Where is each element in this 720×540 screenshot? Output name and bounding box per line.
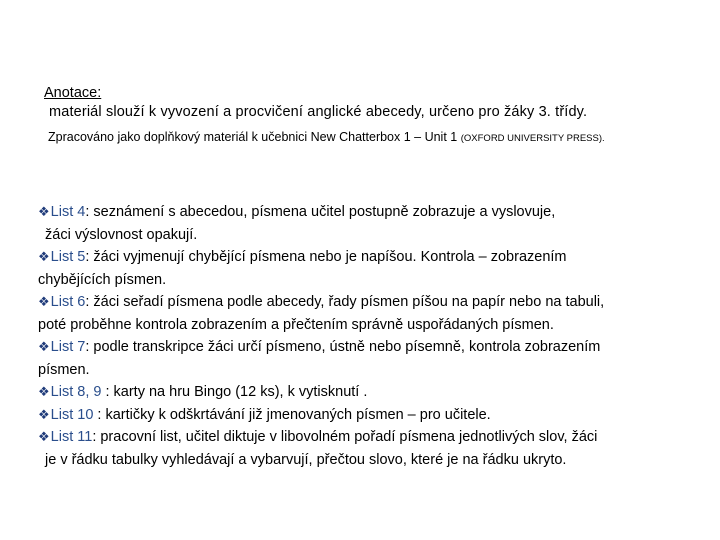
- list-item-continuation: písmen.: [38, 361, 90, 378]
- annotation-source-publisher: (OXFORD UNIVERSITY PRESS).: [460, 133, 605, 144]
- list-item-label: List 10: [50, 406, 94, 423]
- list-item-label: List 11: [50, 429, 93, 445]
- annotation-title: Anotace:: [44, 85, 102, 101]
- list-item: [38, 336, 698, 359]
- list-item-text: : kartičky k odškrtávání již jmenovaných písmen – pro učitele.: [93, 406, 491, 423]
- annotation-description: materiál slouží k vyvození a procvičení anglické abecedy, určeno pro žáky 3. třídy.: [49, 104, 588, 120]
- annotation-source-text: Zpracováno jako doplňkový materiál k učebnici New Chatterbox 1 – Unit 1: [48, 130, 458, 144]
- diamond-bullet-icon: ❖: [38, 429, 50, 444]
- list-item-label: List 4: [50, 204, 86, 220]
- list-item: [38, 201, 698, 224]
- annotation-block: [44, 84, 704, 147]
- diamond-bullet-icon: ❖: [38, 249, 50, 264]
- list-item: [38, 246, 698, 269]
- diamond-bullet-icon: ❖: [38, 406, 50, 422]
- list-item: [38, 381, 698, 404]
- list-item: [38, 291, 698, 314]
- list-item-text: : seznámení s abecedou, písmena učitel postupně zobrazuje a vyslovuje,: [85, 204, 556, 220]
- diamond-bullet-icon: ❖: [38, 294, 50, 309]
- list-item-label: List 5: [50, 249, 86, 265]
- list-item-text: : podle transkripce žáci určí písmeno, ústně nebo písemně, kontrola zobrazením: [85, 339, 601, 355]
- list-item-text: : pracovní list, učitel diktuje v libovolném pořadí písmena jednotlivých slov, žáci: [92, 429, 598, 445]
- list-item-text: : žáci vyjmenují chybějící písmena nebo je napíšou. Kontrola – zobrazením: [85, 249, 567, 265]
- list-item-continuation: žáci výslovnost opakují.: [45, 226, 198, 243]
- list-item-continuation: chybějících písmen.: [38, 271, 167, 288]
- sheet-list: [38, 201, 698, 471]
- list-item-text: : žáci seřadí písmena podle abecedy, řady písmen píšou na papír nebo na tabuli,: [85, 294, 605, 310]
- list-item-continuation: je v řádku tabulky vyhledávají a vybarvují, přečtou slovo, které je na řádku ukryto.: [45, 451, 567, 468]
- list-item-text: : karty na hru Bingo (12 ks), k vytisknutí .: [101, 384, 368, 400]
- list-item: [38, 426, 698, 449]
- list-item: [38, 404, 698, 427]
- diamond-bullet-icon: ❖: [38, 204, 50, 219]
- list-item-label: List 8, 9: [50, 384, 102, 400]
- list-item-label: List 7: [50, 339, 86, 355]
- list-item-continuation: poté proběhne kontrola zobrazením a přečtením správně uspořádaných písmen.: [38, 316, 554, 333]
- diamond-bullet-icon: ❖: [38, 384, 50, 399]
- annotation-source: [48, 129, 704, 147]
- list-item-label: List 6: [50, 294, 86, 310]
- diamond-bullet-icon: ❖: [38, 339, 50, 354]
